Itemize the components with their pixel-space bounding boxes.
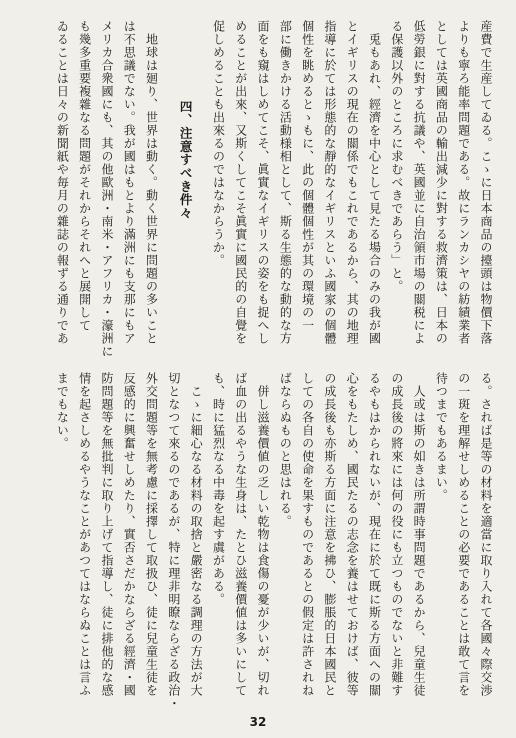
text-column: めることが出來、又斯くしてこそ眞實に國民的の自覺を (233, 20, 248, 345)
text-column: 指導に於ては形態的な靜的なイギリスといふ國家の個體 (322, 20, 337, 345)
text-column: こゝに細心なる材料の取捨と嚴密なる調理の方法が大 (189, 385, 204, 697)
text-column: の成長後も亦斯る方面に注意を拂ひ、膨脹的日本國民と (322, 372, 337, 697)
text-column: 人或は斯の如きは所謂時事問題であるから、兒童生徒 (412, 385, 427, 697)
text-column: としては英國商品の輸出減少に對する救濟策は、日本の (434, 20, 449, 345)
text-column: 併し滋養價値の乏しい乾物は食傷の憂が少いが、切れ (256, 385, 271, 697)
text-column: 情を起さしめるやうなことがあつてはならぬことは言ふ (77, 372, 92, 697)
text-column: よりも寧ろ能率問題である。故にランカシヤの紡績業者 (456, 20, 471, 345)
text-column: 外交問題等を無考慮に採擇して取扱ひ、徒に兒童生徒を (144, 372, 159, 697)
text-column: るやもはかられないが、現在に於て既に斯る方面への關 (367, 372, 382, 697)
text-column: る保護以外のところに求むべきであらう」と。 (389, 20, 404, 293)
text-column: とイギリスの現在の關係でもこれであるから、其の地理 (345, 20, 360, 345)
text-column: 反感的に興奮せしめたり、實否さだかならざる經濟・國 (122, 372, 137, 697)
text-column: も幾多重要複雜なる問題がそれからそれへと展開して (77, 20, 92, 332)
text-column: も、時に猛烈なる中毒を起す虞がある。 (211, 372, 226, 606)
text-column: までもない。 (55, 372, 70, 450)
text-column: しての各自の使命を果すものであるとの假定は許されね (300, 372, 315, 697)
text-column: る。されば是等の材料を適當に取り入れて各國々際交渉 (479, 372, 493, 697)
text-column: 兎もあれ、經濟を中心として見たる場合のみの我が國 (367, 33, 382, 345)
text-column: 地球は廻り、世界は動く。動く世界に問題の多いこと (144, 33, 159, 345)
section-heading: 四、注意すべき件々 (178, 100, 194, 220)
text-column: 低勞銀に對する抗議や、英國並に自治領市場の關税によ (412, 20, 427, 345)
text-column: 心をもたしめ、國民たるの志念を養はせておけば、彼等 (345, 372, 360, 697)
text-column: 促しめることも出來るのではなからうか。 (211, 20, 226, 267)
text-column: 部に働きかける活動様相として、斯る生態的な動的な方 (278, 20, 293, 345)
text-column: メリカ合衆國にも、其の他歐洲・南米・アフリカ・濠洲に (99, 20, 114, 358)
upper-text-tier (51, 20, 497, 360)
text-column: は不思議でない。我が國はもとより滿洲にも支那にもア (122, 20, 137, 345)
text-column: 面をも窺はしめてこそ、眞實なイギリスの姿をも捉へし (256, 20, 271, 345)
text-column: 待つまでもあるまい。 (434, 372, 449, 502)
text-column: ばならぬものと思はれる。 (278, 372, 293, 528)
text-column: の成長後の將來には何の役にも立つものでないと非難す (389, 372, 404, 697)
text-column: 防問題等を無批判に取り上げて指導し、徒に排他的な感 (99, 372, 114, 697)
lower-text-tier (51, 372, 497, 712)
text-column: ゐることは日々の新聞紙や毎月の雜誌の報ずる通りであ (55, 20, 70, 345)
text-column: 産費で生産してゐる。こゝに日本商品の擡頭は物價下落 (479, 20, 493, 345)
page-number: 32 (249, 715, 267, 729)
text-column: の一斑を理解せしめることの必要であることは敢て言を (456, 372, 471, 697)
text-column: ば血の出るやうな生身は、たとひ滋養價値は多いにして (233, 372, 248, 697)
text-column: 個性を眺めるとゝもに、此の個體個性が其の環境の一 (300, 20, 315, 332)
text-column: 切となつて來るのであるが、特に理非明瞭ならざる政治・ (166, 372, 181, 710)
